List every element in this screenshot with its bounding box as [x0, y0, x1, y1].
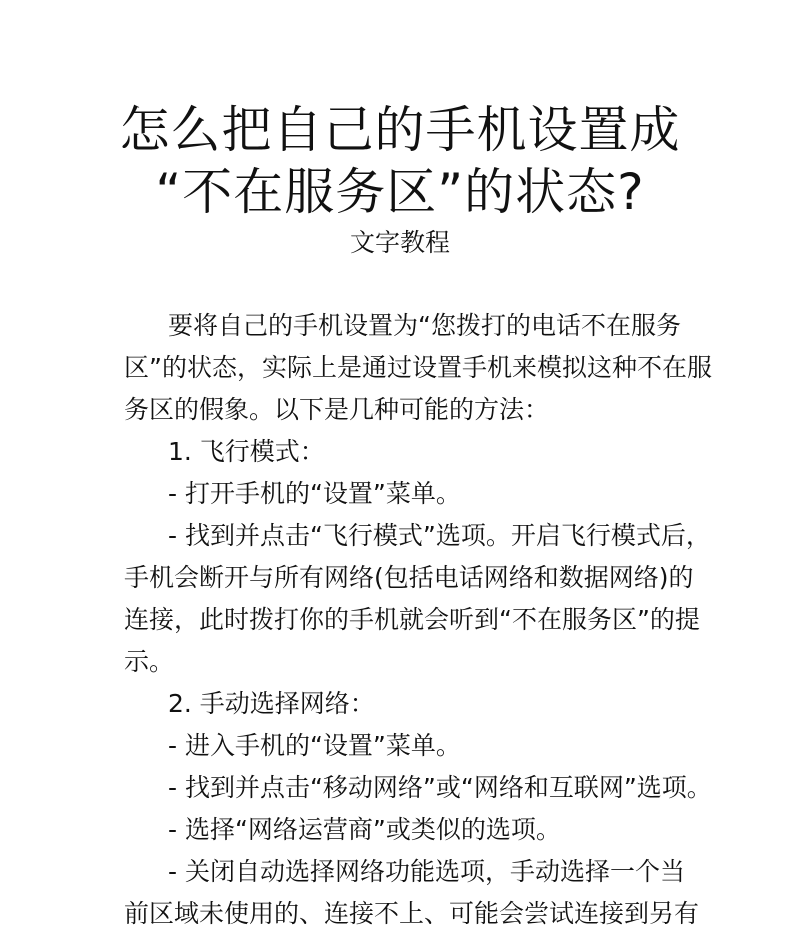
- paragraph-line: 手机会断开与所有网络(包括电话网络和数据网络)的: [124, 563, 694, 592]
- paragraph-line: 务区的假象。以下是几种可能的方法：: [124, 395, 550, 424]
- section-heading-1: 1. 飞行模式：: [168, 437, 325, 466]
- subtitle: 文字教程: [349, 228, 450, 257]
- title-line-1: 怎么把自己的手机设置成: [119, 101, 681, 159]
- step-line: - 关闭自动选择网络功能选项，手动选择一个当: [168, 857, 685, 886]
- step-line: - 选择“网络运营商”或类似的选项。: [168, 815, 561, 844]
- paragraph-line: 要将自己的手机设置为“您拨打的电话不在服务: [168, 311, 681, 340]
- step-line: - 进入手机的“设置”菜单。: [168, 731, 461, 760]
- step-line: - 找到并点击“飞行模式”选项。开启飞行模式后，: [168, 521, 711, 550]
- section-heading-2: 2. 手动选择网络：: [168, 689, 375, 718]
- paragraph-line-cut: 前区域未使用的、连接不上、可能会尝试连接到另有: [124, 899, 700, 928]
- paragraph-line: 连接，此时拨打你的手机就会听到“不在服务区”的提: [124, 605, 700, 634]
- paragraph-line: 区”的状态，实际上是通过设置手机来模拟这种不在服: [124, 353, 712, 382]
- title-line-2: “不在服务区”的状态?: [155, 163, 645, 221]
- step-line: - 打开手机的“设置”菜单。: [168, 479, 461, 508]
- paragraph-line: 示。: [124, 647, 175, 676]
- step-line: - 找到并点击“移动网络”或“网络和互联网”选项。: [168, 773, 712, 802]
